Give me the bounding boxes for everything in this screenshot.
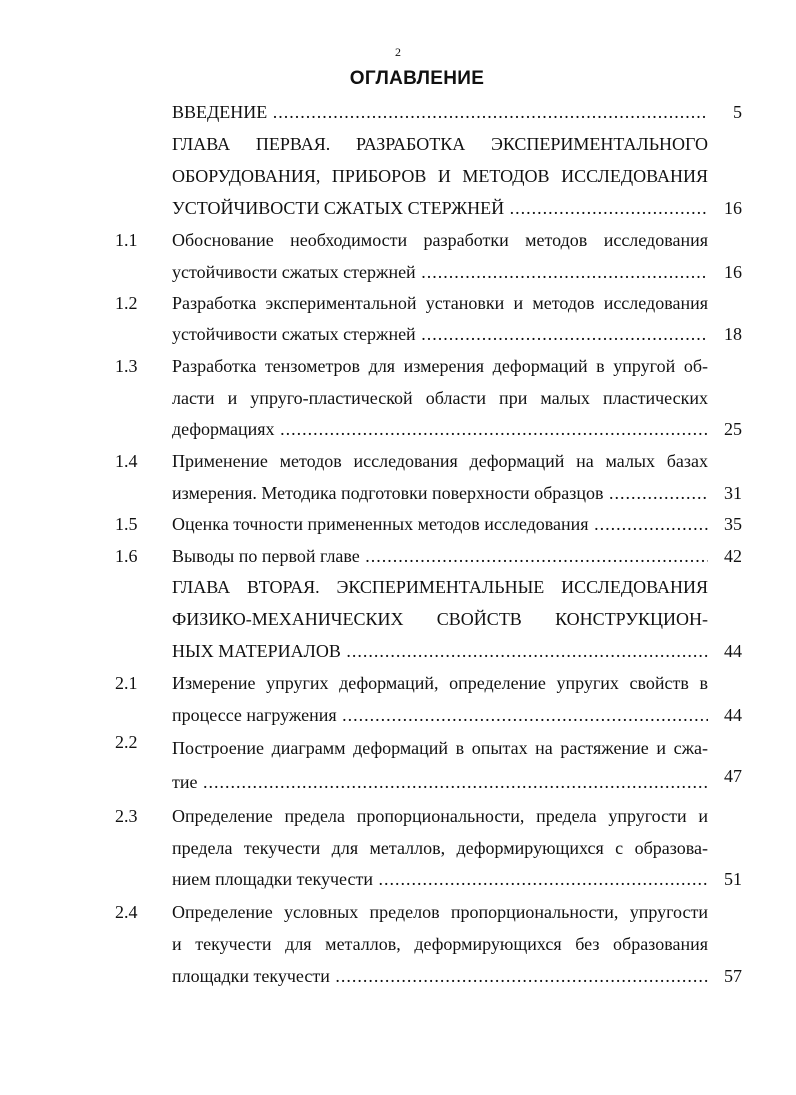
- entry-text: ГЛАВА ВТОРАЯ. ЭКСПЕРИМЕНТАЛЬНЫЕ ИССЛЕДОВАНИЯ: [172, 577, 708, 597]
- entry-text: Оценка точности примененных методов исследования .....: [172, 509, 708, 539]
- toc-entry-chapter-1: [0, 129, 796, 159]
- entry-page: 44: [724, 641, 742, 661]
- entry-page: 16: [724, 198, 742, 218]
- section-number: 2.2: [115, 732, 138, 752]
- entry-text: НЫХ МАТЕРИАЛОВ .....: [172, 636, 708, 666]
- toc-entry-1-3-line-3: [0, 414, 796, 444]
- entry-text: ФИЗИКО-МЕХАНИЧЕСКИХ СВОЙСТВ КОНСТРУКЦИОН-: [172, 609, 708, 629]
- entry-text: Разработка экспериментальной установки и методов исследования: [172, 293, 708, 313]
- entry-text: процессе нагружения .....: [172, 700, 708, 730]
- entry-text: ВВЕДЕНИЕ .....: [172, 97, 708, 127]
- section-number: 2.4: [115, 902, 138, 922]
- toc-entry-1-6: [0, 541, 796, 571]
- toc-entry-1-3-line-2: [0, 383, 796, 413]
- toc-entry-chapter-2-line-2: [0, 604, 796, 634]
- entry-text: Обоснование необходимости разработки методов исследования: [172, 230, 708, 250]
- toc-entry-2-1: [0, 668, 796, 698]
- section-number: 1.4: [115, 451, 138, 471]
- entry-page: 16: [724, 262, 742, 282]
- toc-entry-1-2: [0, 288, 796, 318]
- section-number: 2.1: [115, 673, 138, 693]
- entry-page: 5: [733, 102, 742, 122]
- entry-page: 51: [724, 869, 742, 889]
- toc-entry-1-4: [0, 446, 796, 476]
- toc-heading: ОГЛАВЛЕНИЕ: [349, 68, 485, 89]
- toc-entry-2-3-line-2: [0, 833, 796, 863]
- section-number: 1.2: [115, 293, 138, 313]
- toc-entry-1-1-line-2: [0, 257, 796, 287]
- entry-page: 18: [724, 324, 742, 344]
- entry-text: устойчивости сжатых стержней .....: [172, 257, 708, 287]
- section-number: 1.3: [115, 356, 138, 376]
- entry-page: 42: [724, 546, 742, 566]
- toc-entry-1-3: [0, 351, 796, 381]
- page-number: 2: [395, 45, 401, 59]
- section-number: 1.1: [115, 230, 138, 250]
- entry-text: тие .....: [172, 767, 708, 797]
- entry-text: и текучести для металлов, деформирующихся без образования: [172, 934, 708, 954]
- section-number: 1.5: [115, 514, 138, 534]
- entry-page: 31: [724, 483, 742, 503]
- toc-entry-chapter-1-line-2: [0, 161, 796, 191]
- entry-text: предела текучести для металлов, деформирующихся с образова-: [172, 838, 708, 858]
- section-number: 2.3: [115, 806, 138, 826]
- entry-page: 57: [724, 966, 742, 986]
- section-number: 1.6: [115, 546, 138, 566]
- entry-page: 47: [724, 766, 742, 786]
- entry-text: Определение условных пределов пропорциональности, упругости: [172, 902, 708, 922]
- entry-text: ласти и упруго-пластической области при малых пластических: [172, 388, 708, 408]
- entry-text: Построение диаграмм деформаций в опытах на растяжение и сжа-: [172, 738, 708, 758]
- toc-entry-2-2-line-2: [0, 767, 796, 797]
- entry-text: Разработка тензометров для измерения деформаций в упругой об-: [172, 356, 708, 376]
- toc-entry-1-4-line-2: [0, 478, 796, 508]
- toc-entry-chapter-2: [0, 572, 796, 602]
- entry-text: УСТОЙЧИВОСТИ СЖАТЫХ СТЕРЖНЕЙ .....: [172, 193, 708, 223]
- entry-text: устойчивости сжатых стержней .....: [172, 319, 708, 349]
- entry-text: нием площадки текучести .....: [172, 864, 708, 894]
- toc-entry-1-1: [0, 225, 796, 255]
- toc-entry-2-1-line-2: [0, 700, 796, 730]
- entry-page: 25: [724, 419, 742, 439]
- toc-entry-2-3: [0, 801, 796, 831]
- entry-page: 35: [724, 514, 742, 534]
- toc-entry-intro: [0, 97, 796, 127]
- toc-entry-2-4: [0, 897, 796, 927]
- entry-text: измерения. Методика подготовки поверхности образцов .....: [172, 478, 708, 508]
- toc-entry-1-2-line-2: [0, 319, 796, 349]
- entry-text: площадки текучести .....: [172, 961, 708, 991]
- entry-text: ГЛАВА ПЕРВАЯ. РАЗРАБОТКА ЭКСПЕРИМЕНТАЛЬНОГО: [172, 134, 708, 154]
- toc-entry-2-4-line-2: [0, 929, 796, 959]
- entry-text: Определение предела пропорциональности, предела упругости и: [172, 806, 708, 826]
- entry-page: 44: [724, 705, 742, 725]
- entry-text: ОБОРУДОВАНИЯ, ПРИБОРОВ И МЕТОДОВ ИССЛЕДОВАНИЯ: [172, 166, 708, 186]
- entry-text: Применение методов исследования деформаций на малых базах: [172, 451, 708, 471]
- toc-entry-chapter-2-line-3: [0, 636, 796, 666]
- toc-entry-2-4-line-3: [0, 961, 796, 991]
- entry-text: Выводы по первой главе .....: [172, 541, 708, 571]
- entry-text: деформациях .....: [172, 414, 708, 444]
- entry-text: Измерение упругих деформаций, определение упругих свойств в: [172, 673, 708, 693]
- toc-entry-1-5: [0, 509, 796, 539]
- toc-entry-2-3-line-3: [0, 864, 796, 894]
- toc-entry-chapter-1-line-3: [0, 193, 796, 223]
